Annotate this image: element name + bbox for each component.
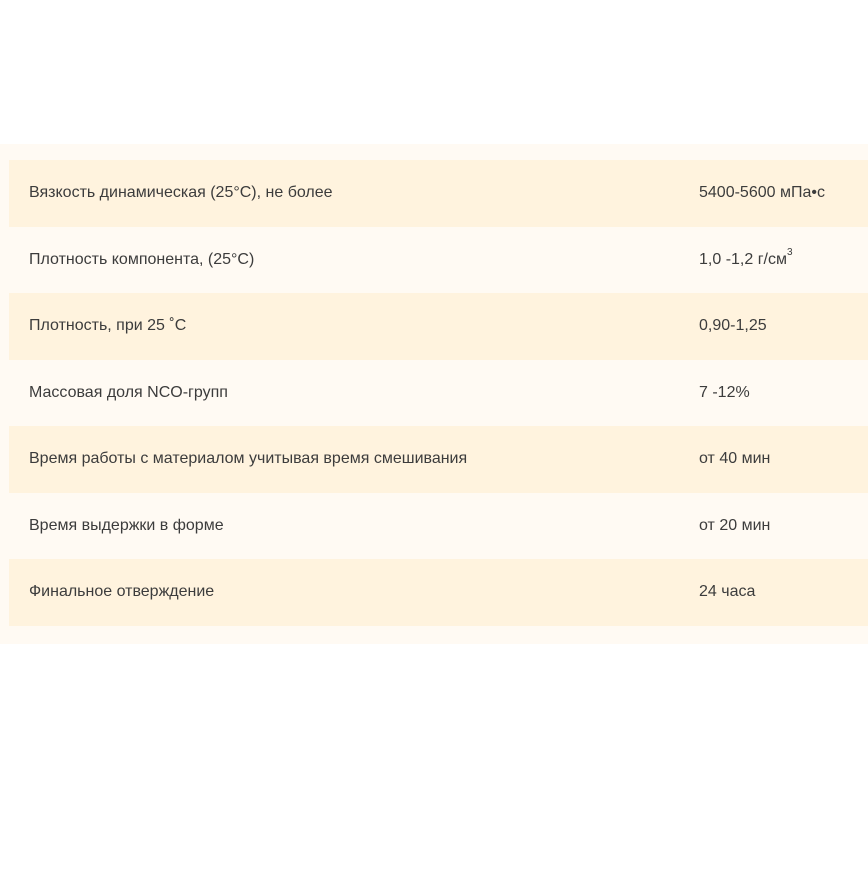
spec-name: Время выдержки в форме	[29, 516, 224, 534]
table-row	[9, 559, 868, 626]
spec-name: Массовая доля NCO-групп	[29, 383, 228, 401]
spec-name: Время работы с материалом учитывая время смешивания	[29, 450, 468, 468]
table-row	[9, 493, 868, 560]
spec-name: Плотность, при 25 ˚С	[29, 317, 187, 335]
spec-value: от 20 мин	[699, 516, 771, 534]
spec-value: 0,90-1,25	[699, 317, 767, 335]
spec-table-container	[0, 144, 868, 644]
spec-value: 7 -12%	[699, 383, 750, 401]
spec-value: 24 часа	[699, 583, 756, 601]
spec-name: Плотность компонента, (25°С)	[29, 250, 255, 268]
table-row	[9, 227, 868, 294]
spec-value: 1,0 -1,2 $г/см^3$	[699, 246, 793, 268]
table-row	[9, 293, 868, 360]
table-row	[9, 426, 868, 493]
table-row	[9, 360, 868, 427]
spec-name: Вязкость динамическая (25°С), не более	[29, 184, 333, 202]
spec-table	[9, 160, 868, 626]
spec-name: Финальное отверждение	[29, 583, 215, 601]
spec-value: от 40 мин	[699, 450, 771, 468]
spec-value: 5400-5600 мПа•с	[699, 184, 825, 202]
table-row	[9, 160, 868, 227]
